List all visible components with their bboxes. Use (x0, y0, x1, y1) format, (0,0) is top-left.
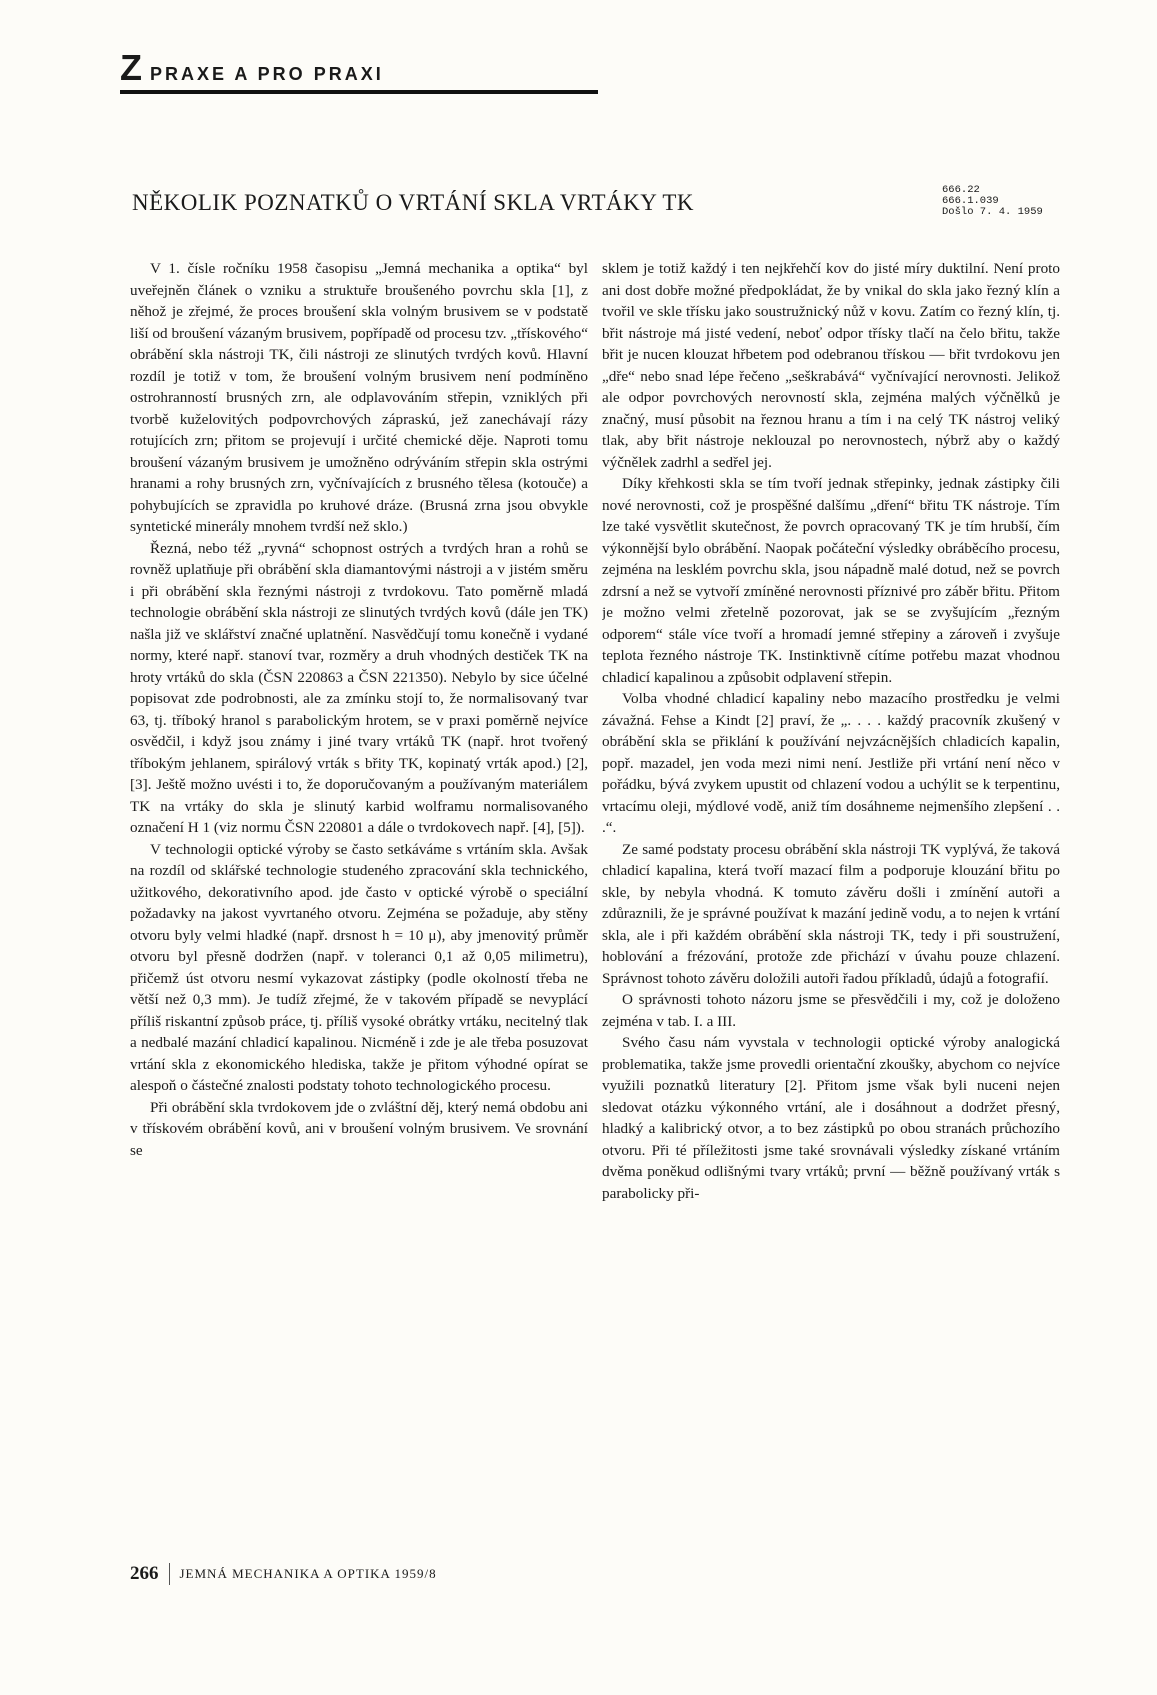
page-footer (130, 1563, 437, 1585)
paragraph: V 1. čísle ročníku 1958 časopisu „Jemná mechanika a optika“ byl uveřejněn článek o vzniku a struktuře broušeného povrchu skla [1], z něhož je zřejmé, že proces broušení skla volným brusivem se v podstatě liší od broušení vázaným brusivem, popřípadě od procesu tzv. „třískového“ obrábění skla nástroji TK, čili nástroji ze slinutých tvrdých kovů. Hlavní rozdíl je totiž v tom, že broušení volným brusivem není podmíněno ostrohranností brusných zrn, ale odplavováním střepin, vzniklých při tvorbě kuželovitých podpovrchových zápraskú, jež zanechávají rázy rotujících zrn; přitom se projevují i určité chemické děje. Naproti tomu broušení vázaným brusivem je umožněno odrýváním střepin skla ostrými hranami a rohy brusných zrn, vyčnívajících z brusného tělesa (kotouče) a pohybujících se zpravidla po kruhové dráze. (Brusná zrna jsou obvykle syntetické minerály mnohem tvrdší než sklo.) (130, 260, 588, 535)
article-meta (942, 185, 1043, 218)
paragraph: Ze samé podstaty procesu obrábění skla nástroji TK vyplývá, že taková chladicí kapalina, která tvoří mazací film a podporuje klouzání břitu po skle, by nebyla vhodná. K tomuto závěru došli i zmínění autoři a zdůraznili, že je správné používat k mazání jedině vodu, a to nejen k vrtání skla, ale i při každém obrábění skla nástroji TK, tedy i při soustružení, hoblování a frézování, protože zde přichází v úvahu pouze chlazení. Správnost tohoto závěru doložili autoři řadou příkladů, údajů a fotografií. (602, 840, 1060, 987)
classification-code: 666.22 (942, 184, 980, 196)
section-title: PRAXE A PRO PRAXI (150, 64, 384, 84)
left-column (130, 258, 588, 1548)
article-body (130, 258, 1060, 1548)
footer-divider (169, 1563, 170, 1585)
paragraph: sklem je totiž každý i ten nejkřehčí kov do jisté míry duktilní. Není proto ani dost dobře možné předpokládat, že by vnikal do skla jako řezný klín a tvořil ve skle třísku jako soustružnický nůž v kovu. Zatím co řezný klín, tj. břit nástroje má jisté vedení, neboť odpor třísky tlačí na čelo břitu, takže břit je nucen klouzat hřbetem pod odebranou třískou — břit tvrdokovu jen „dře“ nebo snad lépe řečeno „seškrabává“ vyčnívající nerovnosti. Jelikož ale odpor povrchových nerovností skla, zejména malých výčnělků je značný, musí působit na řeznou hranu a tím i na celý TK nástroj veliký tlak, aby břit nástroje neklouzal po nerovnostech, nýbrž aby o každý výčnělek zadrhl a sedřel jej. (602, 260, 1060, 471)
paragraph: Svého času nám vyvstala v technologii optické výroby analogická problematika, takže jsme provedli orientační zkoušky, abychom co nejvíce využili poznatků literatury [2]. Přitom jsme však byli nuceni nejen sledovat otázku výkonného vrtání, ale i dosáhnout a dodržet přesný, hladký a kalibrický otvor, a to bez zástipků po obou stranách průchozího otvoru. Při té příležitosti jsme také srovnávali výsledky získané vrtáním dvěma poněkud odlišnými tvary vrtáků; první — běžně používaný vrták s parabolicky při- (602, 1034, 1060, 1202)
paragraph: Díky křehkosti skla se tím tvoří jednak střepinky, jednak zástipky čili nové nerovnosti, což je prospěšné dalšímu „dření“ břitu TK nástroje. Tím lze také vysvětlit skutečnost, že povrch opracovaný TK je tím hrubší, čím výkonnější bylo obrábění. Naopak počáteční výsledky obráběcího procesu, zejména na lesklém povrchu skla, jsou nápadně malé dotud, než se povrch zdrsní a než se vytvoří zmíněné nerovnosti příznivé pro záběr břitu. Přitom je možno velmi zřetelně pozorovat, jak se se zvyšujícím „řezným odporem“ stále více tvoří a hromadí jemné střepiny a zároveň i zvyšuje teplota řezného nástroje TK. Instinktivně cítíme potřebu mazat vhodnou chladicí kapalinou a způsobit odplavení střepin. (602, 475, 1060, 686)
journal-name: JEMNÁ MECHANIKA A OPTIKA 1959/8 (179, 1566, 437, 1581)
received-date: Došlo 7. 4. 1959 (942, 206, 1043, 218)
article-title: NĚKOLIK POZNATKŮ O VRTÁNÍ SKLA VRTÁKY TK (132, 190, 694, 215)
right-column (602, 258, 1060, 1548)
paragraph: O správnosti tohoto názoru jsme se přesvědčili i my, což je doloženo zejména v tab. I. a III. (602, 991, 1060, 1030)
paragraph: Řezná, nebo též „ryvná“ schopnost ostrých a tvrdých hran a rohů se rovněž uplatňuje při obrábění skla diamantovými nástroji a v jistém směru i při obrábění skla řeznými nástroji z tvrdokovu. Tato poměrně mladá technologie obrábění skla nástroji ze slinutých tvrdých kovů (dále jen TK) našla již ve sklářství značné uplatnění. Nasvědčují tomu konečně i vydané normy, které např. stanoví tvar, rozměry a druh vhodných destiček TK na hroty vrtáků do skla (ČSN 220863 a ČSN 221350). Nebylo by sice účelné popisovat zde podrobnosti, ale za zmínku stojí to, že normalisovaný tvar 63, tj. tříboký hranol s parabolickým hrotem, se v praxi poměrně nejvíce osvědčil, i když jsou známy i jiné tvary vrtáků TK (např. hrot tvořený tříbokým jehlanem, spirálový vrták s břity TK, kopinatý vrták apod.) [2], [3]. Ještě možno uvésti i to, že doporučovaným a používaným materiálem TK na vrtáky do skla je slinutý karbid wolframu normalisovaného označení H 1 (viz normu ČSN 220801 a dále o tvrdokovech např. [4], [5]). (130, 539, 588, 836)
paragraph: V technologii optické výroby se často setkáváme s vrtáním skla. Avšak na rozdíl od sklářské technologie studeného zpracování skla technického, užitkového, dekorativního apod. jde často v optické výrobě o speciální požadavky na jakost vyvrtaného otvoru. Zejména se požaduje, aby stěny otvoru byly velmi hladké (např. drsnost h = 10 μ), aby jmenovitý průměr otvoru byl přesně dodržen (např. v toleranci 0,1 až 0,05 milimetru), přičemž úst otvoru nesmí vykazovat zástipky (podle okolností třeba ne větší než 0,3 mm). Je tudíž zřejmé, že v takovém případě se nevyplácí příliš riskantní způsob práce, tj. příliš vysoké obrátky vrtáku, necitelný tlak a nedbalé mazání chladicí kapalinou. Nicméně i zde je ale třeba posuzovat vrtání skla z ekonomického hlediska, takže je přitom výhodné opírat se alespoň o částečné znalosti podstaty tohoto technologického procesu. (130, 840, 588, 1094)
section-initial: Z (120, 47, 142, 88)
paragraph: Volba vhodné chladicí kapaliny nebo mazacího prostředku je velmi závažná. Fehse a Kindt [2] praví, že „. . . . každý pracovník zkušený v obrábění skla se přiklání k používání nejvzácnějších chladicích kapalin, popř. mazadel, jen voda mezi nimi není. Jestliže při vrtání není něco v pořádku, bývá zvykem upustit od chlazení vodou a uchýlit se k terpentinu, vrtacímu oleji, mýdlové vodě, aniž tím dosáhneme nejmenšího zlepšení . . .“. (602, 690, 1060, 836)
page-number: 266 (130, 1563, 159, 1584)
classification-code: 666.1.039 (942, 195, 999, 207)
section-header (120, 47, 598, 94)
paragraph: Při obrábění skla tvrdokovem jde o zvláštní děj, který nemá obdobu ani v třískovém obrábění kovů, ani v broušení volným brusivem. Ve srovnání se (130, 1098, 588, 1159)
